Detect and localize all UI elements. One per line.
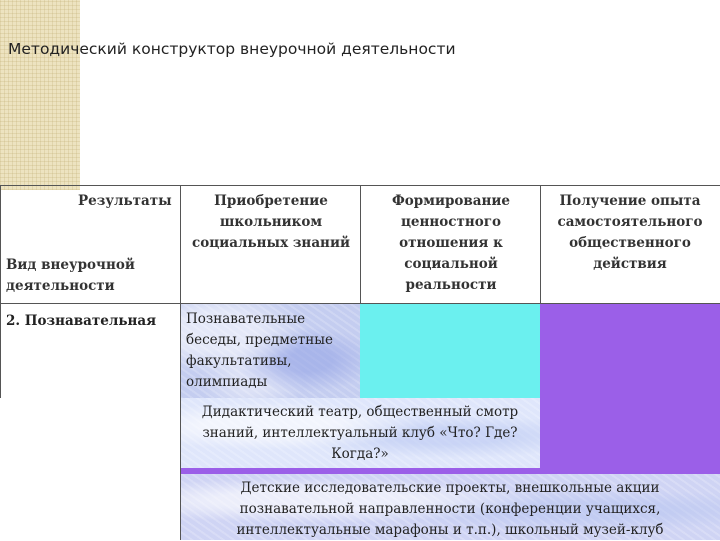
- column-divider-1: [180, 185, 181, 540]
- level3-highlight-cell: [540, 303, 720, 468]
- header-bottom-border: [0, 303, 720, 304]
- level2-cell: [180, 398, 540, 468]
- decorative-side-stripe: [0, 0, 80, 190]
- activity-type-label: Вид внеурочной деятельности: [6, 257, 135, 294]
- column-header-values: Формирование ценностного отношения к социальной реальности: [391, 193, 511, 293]
- level2-text-box: Дидактический театр, общественный смотр знаний, интеллектуальный клуб «Что? Где? Когда?»: [180, 398, 540, 468]
- level2-highlight-cell: [360, 303, 540, 398]
- empty-cell: [0, 398, 180, 540]
- column-divider-2: [360, 185, 361, 303]
- column-header-knowledge: Приобретение школьником социальных знаний: [192, 193, 350, 251]
- column-divider-3: [540, 185, 541, 303]
- level3-cell: [180, 468, 720, 540]
- slide-title: Методический конструктор внеурочной деятельности: [8, 40, 456, 58]
- level3-text-box: Детские исследовательские проекты, внешкольные акции познавательной направленности (конференции учащихся, интеллектуальные марафоны и т.п.), школьный музей-клуб: [180, 474, 720, 540]
- results-label: Результаты: [78, 193, 172, 209]
- table-left-border: [0, 185, 1, 398]
- row-label-cognitive: 2. Познавательная: [0, 303, 180, 398]
- level1-cell: Познавательные беседы, предметные факультативы, олимпиады: [180, 303, 360, 398]
- column-header-experience: Получение опыта самостоятельного общественного действия: [557, 193, 703, 272]
